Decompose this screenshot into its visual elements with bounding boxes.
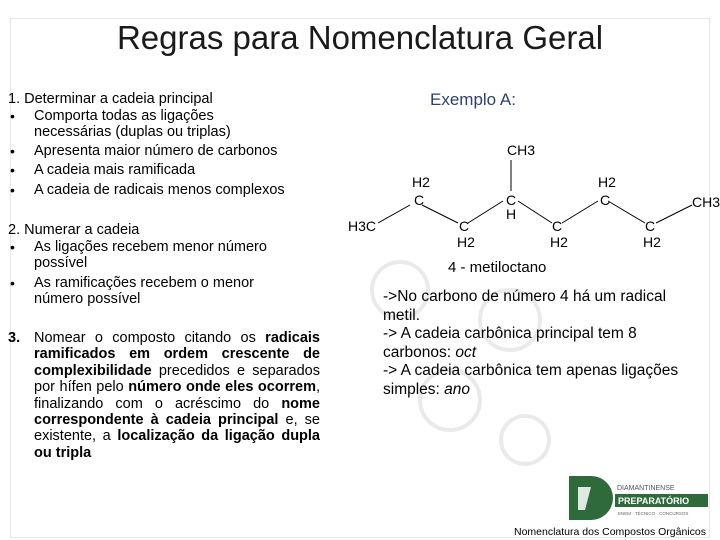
rule-3-bold-part: nome correspondente à cadeia principal (34, 395, 320, 429)
atom-label: CH3 (507, 142, 536, 158)
rule-1-bullets (8, 108, 338, 199)
atom-label: H2 (457, 234, 475, 250)
molecule-structure (340, 135, 720, 255)
rule-3-text-part: , finalizando com o acréscimo do (34, 379, 320, 412)
list-item: • A cadeia de radicais menos complexos (8, 182, 338, 199)
explanation-italic: oct (455, 343, 477, 361)
atom-label: C (600, 192, 611, 208)
rule-2-heading: 2. Numerar a cadeia (8, 222, 140, 238)
rule-3-text-part: Nomear o composto citando os (34, 330, 266, 347)
slide-title: Regras para Nomenclatura Geral (116, 19, 604, 56)
atom-label: C (645, 218, 656, 234)
atom-label: H (506, 206, 517, 222)
atom-label: C (414, 192, 425, 208)
atom-label: C (459, 218, 470, 234)
rule-3-number: 3. (8, 330, 21, 346)
atom-label: H2 (643, 234, 661, 250)
rule-1 (8, 91, 338, 198)
explanation-italic: ano (444, 380, 471, 398)
logo-d-shape-icon (569, 476, 613, 520)
example-label: Exemplo A: (430, 90, 516, 109)
explanation-line (383, 362, 683, 399)
example-explanation (383, 288, 683, 400)
atom-label: H3C (348, 218, 377, 234)
list-item: • Apresenta maior número de carbonos (8, 143, 338, 160)
footer-caption: Nomenclatura dos Compostos Orgânicos (513, 526, 706, 538)
atom-label: C (506, 192, 517, 208)
rule-3-bold-part: número onde eles ocorrem (128, 379, 316, 396)
logo-line-1: DIAMANTINENSE (617, 485, 675, 492)
diamantinense-logo (567, 474, 712, 522)
rule-3-text (8, 330, 320, 461)
explanation-text: -> A cadeia carbônica tem apenas ligações simples: (383, 362, 679, 398)
atom-label: H2 (412, 174, 430, 190)
molecule-name: 4 - metiloctano (448, 259, 547, 276)
list-item: • As ligações recebem menor número possível (8, 239, 296, 272)
rule-3-bold-part: localização da ligação dupla ou tripla (34, 428, 320, 461)
atom-label: H2 (550, 234, 568, 250)
atom-label: CH3 (692, 194, 720, 210)
rule-1-heading: 1. Determinar a cadeia principal (8, 91, 213, 107)
logo-line-2: PREPARATÓRIO (618, 496, 690, 506)
atom-label: C (552, 218, 563, 234)
list-item: • A cadeia mais ramificada (8, 162, 338, 179)
explanation-line (383, 325, 683, 362)
rule-3 (8, 330, 320, 461)
list-item: • As ramificações recebem o menor número possível (8, 275, 296, 308)
atom-label: H2 (598, 174, 616, 190)
rule-3-text-part: precedidos e separados por hífen pelo (34, 362, 320, 396)
explanation-text: -> A cadeia carbônica principal tem 8 carbonos: (383, 325, 637, 361)
rule-2-bullets (8, 239, 308, 308)
logo-line-3: ENEM · TÉCNICO · CONCURSOS (618, 511, 689, 516)
rule-3-bold-part: radicais ramificados em ordem crescente de complexibilidade (34, 330, 320, 379)
explanation-line: ->No carbono de número 4 há um radical metil. (383, 288, 667, 324)
bond-lines (378, 160, 692, 223)
rule-3-text-part: e, se existente, a (34, 412, 320, 445)
list-item: • Comporta todas as ligações necessárias (duplas ou triplas) (8, 108, 264, 141)
rule-2 (8, 222, 308, 308)
